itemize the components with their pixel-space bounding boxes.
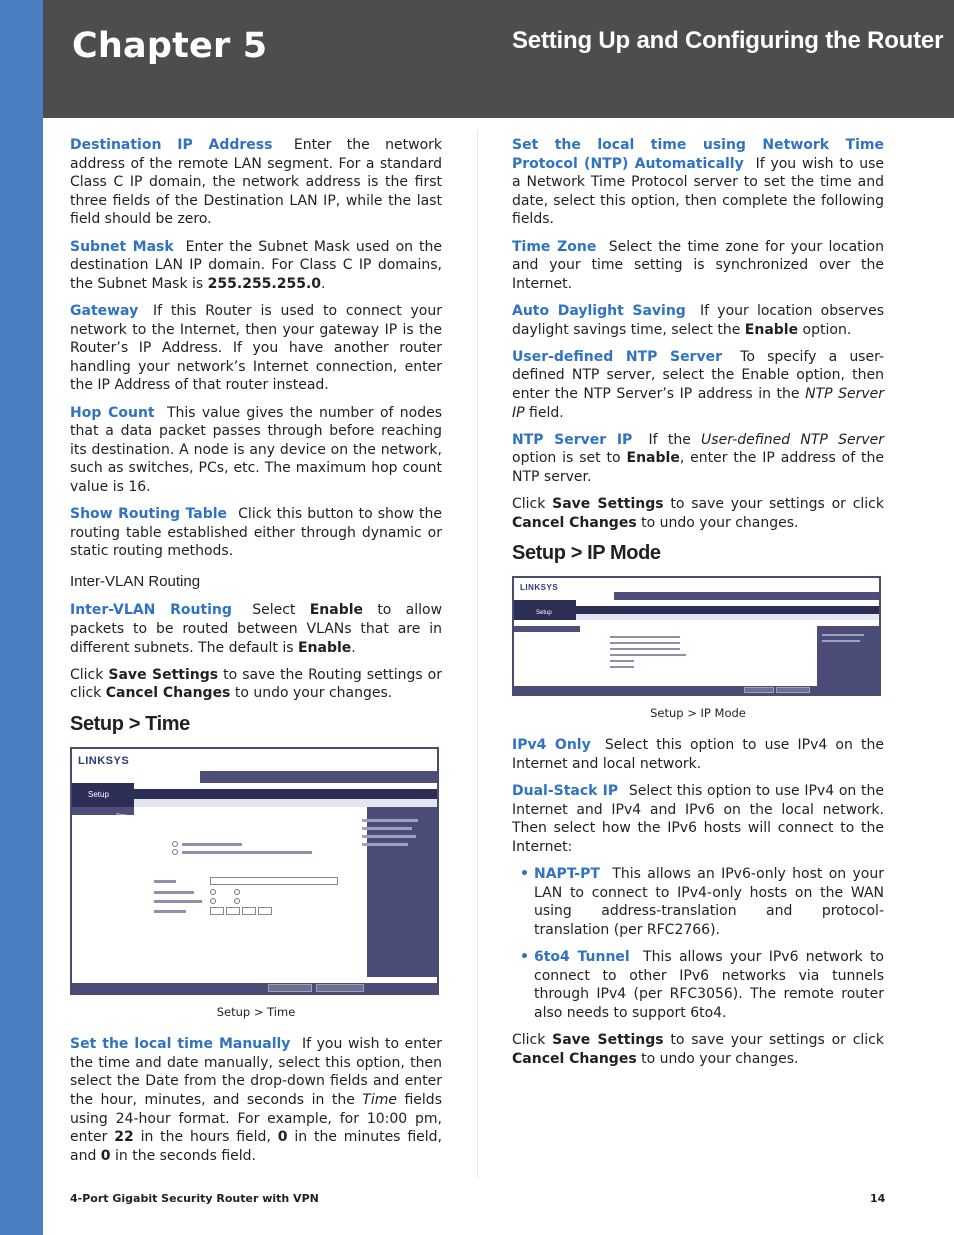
body-text: If this Router is used to connect your network to the Internet, then your gateway IP is the Router’s IP Address. If you have another router handling your network’s Internet connection, enter the IP Address of that router instead. xyxy=(70,302,442,394)
shot-radio xyxy=(210,889,216,895)
term: Gateway xyxy=(70,302,139,319)
body-text: to undo your changes. xyxy=(234,685,393,702)
shot-tabs-bar xyxy=(134,789,437,799)
body-text: This allows your IPv6 network to connect to other IPv6 networks via tunnels through IPv4 (per RFC3056). The remote router also needs to support 6to4. xyxy=(534,949,885,1021)
body-text: Click xyxy=(70,666,104,683)
shot-ip-box xyxy=(258,907,272,915)
shot-section-label: Setup xyxy=(88,789,109,799)
body-text: in the minutes field, and xyxy=(70,1129,442,1164)
body-text: option is set to xyxy=(512,450,621,467)
paragraph-manual-time xyxy=(70,1035,442,1165)
body-text: Select xyxy=(252,602,296,619)
term: Auto Daylight Saving xyxy=(512,302,686,319)
term: Destination IP Address xyxy=(70,137,273,153)
shot-field-label xyxy=(154,880,176,883)
shot-row xyxy=(610,654,686,656)
page-number: 14 xyxy=(870,1192,886,1205)
heading-setup-ipmode: Setup > IP Mode xyxy=(512,542,661,565)
term: Set the local time Manually xyxy=(70,1036,291,1053)
chapter-title: Chapter 5 xyxy=(72,26,268,66)
shot-help-text xyxy=(822,640,860,642)
shot-footer xyxy=(514,686,879,694)
body-text: to save your settings or click xyxy=(670,496,884,513)
left-column xyxy=(70,136,442,1174)
shot-radio xyxy=(210,898,216,904)
shot-ip-box xyxy=(242,907,256,915)
body-text: in the seconds field. xyxy=(115,1147,256,1164)
body-text: Click xyxy=(512,1032,546,1049)
linksys-logo: LINKSYS xyxy=(520,582,559,592)
shot-ip-box xyxy=(210,907,224,915)
body-text: Select this option to use IPv4 on the Internet and local network. xyxy=(512,737,885,773)
bold-text: 0 xyxy=(100,1147,111,1164)
shot-row xyxy=(610,648,680,650)
paragraph-dual-stack xyxy=(512,782,884,856)
body-text: field. xyxy=(529,404,564,421)
body-text: Select this option to use IPv4 on the Internet and IPv4 and IPv6 on the local network. Then select how the IPv6 hosts will connect to the Internet: xyxy=(512,783,884,855)
left-color-bar xyxy=(0,0,43,1235)
subnet-value: 255.255.255.0 xyxy=(207,275,322,292)
bullet-icon: • xyxy=(520,949,529,966)
body-text: to save your settings or click xyxy=(670,1032,884,1049)
body-text: to save the Routing settings or click xyxy=(70,666,442,702)
list-item xyxy=(512,865,884,939)
shot-row xyxy=(610,666,634,668)
bold-text: Enable xyxy=(744,321,799,338)
body-text: fields using 24-hour format. For example, for 10:00 pm, enter xyxy=(70,1091,442,1146)
screenshot-setup-time xyxy=(70,747,439,995)
body-text: to allow packets to be routed between VLANs that are in different subnets. The default is xyxy=(70,602,443,656)
shot-ip-box xyxy=(226,907,240,915)
term: NAPT-PT xyxy=(534,866,600,883)
body-text: . xyxy=(321,275,326,292)
term: IPv4 Only xyxy=(512,737,591,754)
bold-text: Enable xyxy=(309,602,364,619)
term: Show Routing Table xyxy=(70,506,228,523)
paragraph-save-note xyxy=(512,495,884,532)
shot-cancel-button xyxy=(776,687,810,693)
shot-row xyxy=(610,660,634,662)
bold-text: Save Settings xyxy=(552,1032,664,1049)
term: Inter-VLAN Routing xyxy=(70,602,232,619)
bold-text: Cancel Changes xyxy=(105,685,231,702)
shot-topbar xyxy=(514,578,879,592)
shot-pane-label: Time xyxy=(116,812,127,819)
bold-text: Cancel Changes xyxy=(512,514,637,531)
bold-text: Save Settings xyxy=(552,496,664,513)
bold-text: Enable xyxy=(626,450,680,467)
term: NTP Server IP xyxy=(512,431,633,448)
body-text: To specify a user-defined NTP server, select the Enable option, then enter the NTP Server’s IP address in the xyxy=(512,348,885,402)
body-text: If you wish to use a Network Time Protocol server to set the time and date, select this option, then complete the following fields. xyxy=(512,155,884,228)
shot-field-label xyxy=(154,900,202,903)
bold-text: Save Settings xyxy=(108,666,219,683)
shot-help-text xyxy=(822,634,864,636)
shot-title-band xyxy=(200,771,437,783)
paragraph-save-note xyxy=(70,666,442,703)
paragraph-save-note-2 xyxy=(512,1031,884,1068)
shot-subnav xyxy=(134,799,437,807)
shot-field-label xyxy=(154,891,194,894)
body-text: Click xyxy=(512,496,546,513)
body-text: Click this button to show the routing table established either through dynamic or static routing methods. xyxy=(70,506,443,560)
body-text: If you wish to enter the time and date manually, select this option, then select the Date from the drop-down fields and enter the hour, minutes, and seconds in the xyxy=(70,1036,442,1108)
shot-section-label: Setup xyxy=(536,609,552,616)
shot-radio-manual xyxy=(172,841,178,847)
shot-radio xyxy=(234,889,240,895)
body-text: in the hours field, xyxy=(140,1129,271,1146)
shot-radio-ntp xyxy=(172,849,178,855)
bullet-icon: • xyxy=(520,866,529,883)
bold-text: Cancel Changes xyxy=(512,1050,637,1067)
footer-product: 4-Port Gigabit Security Router with VPN xyxy=(70,1192,319,1205)
shot-help-text xyxy=(362,827,412,830)
paragraph-show-routing xyxy=(70,505,442,561)
shot-save-button xyxy=(268,984,312,992)
shot-footer xyxy=(72,983,437,993)
figure-caption: Setup > Time xyxy=(216,1004,296,1019)
italic-text: NTP Server IP xyxy=(512,385,885,421)
shot-title-band xyxy=(614,592,879,600)
body-text: This allows an IPv6-only host on your LAN to connect to IPv4-only hosts on the WAN using address-translation and protocol-translation (per RFC2766). xyxy=(534,866,884,938)
figure-caption: Setup > IP Mode xyxy=(650,705,746,720)
shot-tabs-bar xyxy=(576,606,879,614)
paragraph-hop-count xyxy=(70,404,442,497)
term: 6to4 Tunnel xyxy=(534,949,630,966)
paragraph-time-zone xyxy=(512,238,884,294)
shot-left-pane xyxy=(72,807,134,985)
body-text: If the xyxy=(648,431,691,448)
term: User-defined NTP Server xyxy=(512,348,722,365)
shot-help-text xyxy=(362,835,416,838)
paragraph-subnet-mask xyxy=(70,238,442,294)
paragraph-daylight xyxy=(512,302,884,339)
term: Set the local time using Network Time Protocol (NTP) Automatically xyxy=(512,137,884,172)
paragraph-ipv4-only xyxy=(512,736,884,773)
body-text: option. xyxy=(802,321,852,338)
shot-option-text xyxy=(182,851,312,854)
shot-timezone-select xyxy=(210,877,338,885)
shot-row xyxy=(610,642,680,644)
italic-text: Time xyxy=(362,1091,397,1108)
term: Subnet Mask xyxy=(70,238,174,255)
paragraph-ntp-auto xyxy=(512,136,884,229)
shot-help-pane xyxy=(367,807,437,977)
figure-setup-time xyxy=(70,747,442,1022)
body-text: to undo your changes. xyxy=(641,1050,799,1067)
shot-help-text xyxy=(362,819,418,822)
term: Hop Count xyxy=(70,404,155,421)
paragraph-ntp-ip xyxy=(512,431,884,487)
linksys-logo: LINKSYS xyxy=(78,754,130,767)
shot-row xyxy=(610,636,680,638)
list-item xyxy=(512,948,884,1022)
bold-text: 0 xyxy=(277,1129,288,1146)
body-text: to undo your changes. xyxy=(641,514,799,531)
body-text: Enter the network address of the remote LAN segment. For a standard Class C IP domain, the network address is the first three fields of the Destination LAN IP, while the last field should be zero. xyxy=(70,137,443,228)
figure-setup-ipmode xyxy=(512,576,884,723)
shot-radio xyxy=(234,898,240,904)
paragraph-gateway xyxy=(70,302,442,395)
italic-text: User-defined NTP Server xyxy=(701,431,884,448)
term: Dual-Stack IP xyxy=(512,783,619,800)
bullet-list xyxy=(512,865,884,1022)
body-text: . xyxy=(351,639,356,656)
body-text: This value gives the number of nodes that a data packet passes through before reaching its destination. A node is any device on the network, such as switches, PCs, etc. The maximum hop count value is 16. xyxy=(70,404,443,495)
paragraph-destination-ip xyxy=(70,136,442,229)
shot-help-text xyxy=(362,843,408,846)
shot-subnav xyxy=(576,614,879,620)
shot-option-text xyxy=(182,843,242,846)
body-text: , enter the IP address of the NTP server. xyxy=(512,450,885,485)
bold-text: Enable xyxy=(297,639,352,656)
subheading-inter-vlan: Inter-VLAN Routing xyxy=(70,572,201,590)
body-text: If your location observes daylight savings time, select the xyxy=(512,302,884,338)
section-title: Setting Up and Configuring the Router xyxy=(512,27,944,54)
body-text: Select the time zone for your location and your time setting is synchronized over the Internet. xyxy=(512,238,884,292)
right-column xyxy=(512,136,884,1077)
paragraph-user-ntp xyxy=(512,348,884,422)
bold-text: 22 xyxy=(114,1129,134,1146)
shot-cancel-button xyxy=(316,984,364,992)
shot-save-button xyxy=(744,687,774,693)
screenshot-setup-ipmode xyxy=(512,576,881,696)
heading-setup-time: Setup > Time xyxy=(70,713,190,735)
column-divider xyxy=(477,130,478,1178)
paragraph-inter-vlan xyxy=(70,601,442,657)
body-text: Enter the Subnet Mask used on the destination LAN IP domain. For Class C IP domains, the Subnet Mask is xyxy=(70,238,442,292)
shot-field-label xyxy=(154,910,186,913)
shot-pane-label: IP Mode xyxy=(558,630,573,636)
term: Time Zone xyxy=(512,238,597,255)
